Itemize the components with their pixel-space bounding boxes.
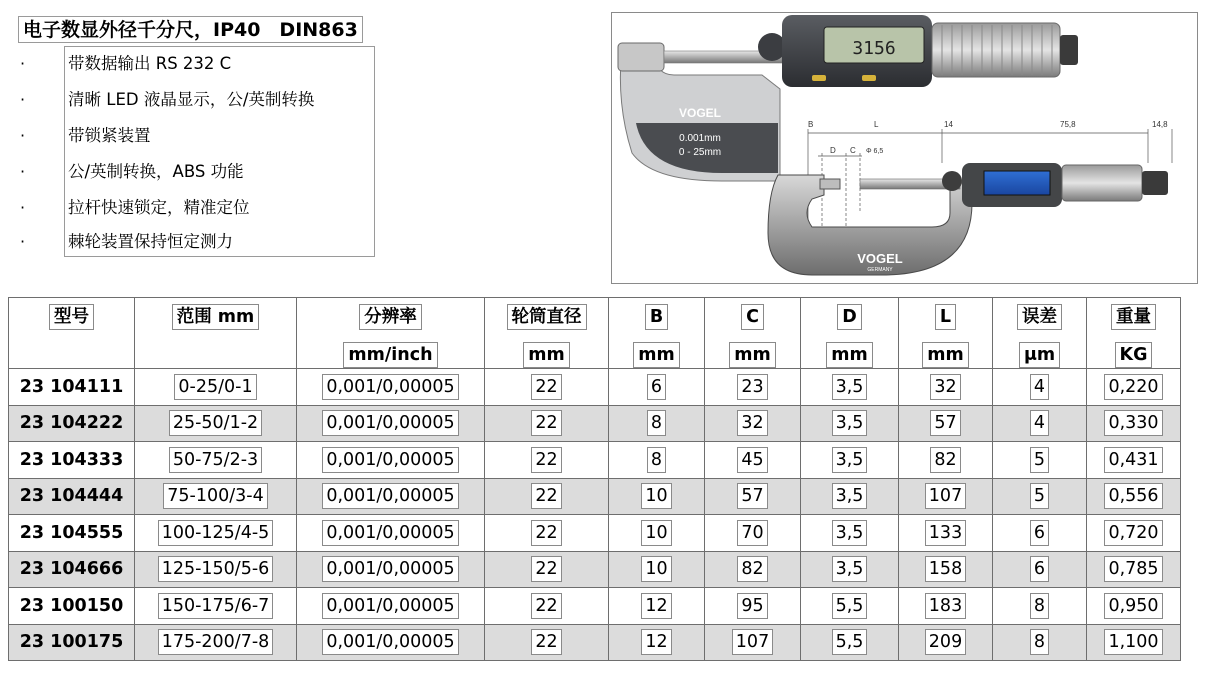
cell-error bbox=[993, 478, 1087, 515]
table-row bbox=[9, 369, 1181, 406]
cell-c bbox=[705, 515, 801, 552]
page-title: 电子数显外径千分尺，IP40 DIN863 bbox=[18, 16, 363, 43]
header-model: 型号 bbox=[9, 298, 135, 369]
product-figure bbox=[611, 12, 1198, 284]
cell-thimble-diameter-value: 22 bbox=[531, 483, 561, 509]
header-b: B mm bbox=[609, 298, 705, 369]
cell-d bbox=[801, 515, 899, 552]
cell-weight-value: 1,100 bbox=[1104, 629, 1162, 655]
bullet-icon: · bbox=[20, 90, 26, 109]
cell-range bbox=[135, 624, 297, 661]
cell-thimble-diameter bbox=[485, 515, 609, 552]
cell-d bbox=[801, 405, 899, 442]
cell-error bbox=[993, 588, 1087, 625]
cell-c-value: 23 bbox=[737, 374, 767, 400]
cell-resolution bbox=[297, 369, 485, 406]
cell-thimble-diameter bbox=[485, 624, 609, 661]
cell-thimble-diameter-value: 22 bbox=[531, 374, 561, 400]
cell-weight bbox=[1087, 405, 1181, 442]
cell-weight bbox=[1087, 515, 1181, 552]
cell-model-value: 23 104444 bbox=[19, 486, 124, 507]
table-row bbox=[9, 588, 1181, 625]
cell-resolution-value: 0,001/0,00005 bbox=[322, 374, 458, 400]
cell-range-value: 100-125/4-5 bbox=[158, 520, 274, 546]
header-range: 范围 mm bbox=[135, 298, 297, 369]
cell-l-value: 32 bbox=[930, 374, 960, 400]
cell-resolution bbox=[297, 551, 485, 588]
cell-error-value: 6 bbox=[1030, 520, 1049, 546]
header-thimble-diameter: 轮筒直径 mm bbox=[485, 298, 609, 369]
cell-d-value: 3,5 bbox=[832, 447, 868, 473]
cell-l-value: 133 bbox=[925, 520, 966, 546]
cell-error bbox=[993, 515, 1087, 552]
cell-c bbox=[705, 442, 801, 479]
feature-list-box bbox=[64, 46, 375, 257]
cell-c-value: 57 bbox=[737, 483, 767, 509]
cell-error bbox=[993, 551, 1087, 588]
cell-b-value: 12 bbox=[641, 629, 671, 655]
cell-weight-value: 0,785 bbox=[1104, 556, 1162, 582]
bullet-icon: · bbox=[20, 162, 26, 181]
cell-range bbox=[135, 588, 297, 625]
cell-model-value: 23 100175 bbox=[19, 632, 124, 653]
cell-d bbox=[801, 551, 899, 588]
drawing-brand-sub-label: GERMANY bbox=[867, 267, 893, 273]
cell-b bbox=[609, 369, 705, 406]
cell-range-value: 25-50/1-2 bbox=[169, 410, 262, 436]
cell-model-value: 23 100150 bbox=[19, 595, 124, 616]
cell-error bbox=[993, 405, 1087, 442]
cell-error-value: 6 bbox=[1030, 556, 1049, 582]
cell-resolution-value: 0,001/0,00005 bbox=[322, 556, 458, 582]
cell-range-value: 50-75/2-3 bbox=[169, 447, 262, 473]
table-row bbox=[9, 405, 1181, 442]
cell-model bbox=[9, 551, 135, 588]
cell-l bbox=[899, 478, 993, 515]
cell-model bbox=[9, 515, 135, 552]
cell-weight bbox=[1087, 624, 1181, 661]
cell-model-value: 23 104555 bbox=[19, 522, 124, 543]
cell-b-value: 8 bbox=[647, 410, 666, 436]
cell-weight-value: 0,556 bbox=[1104, 483, 1162, 509]
cell-resolution-value: 0,001/0,00005 bbox=[322, 410, 458, 436]
cell-b bbox=[609, 478, 705, 515]
cell-resolution bbox=[297, 624, 485, 661]
cell-model bbox=[9, 369, 135, 406]
cell-resolution bbox=[297, 588, 485, 625]
feature-item: 带数据输出 RS 232 C bbox=[68, 54, 232, 73]
cell-range bbox=[135, 551, 297, 588]
cell-error-value: 8 bbox=[1030, 629, 1049, 655]
dim-75-label: 75,8 bbox=[1060, 120, 1076, 129]
cell-c-value: 70 bbox=[737, 520, 767, 546]
lcd-reading: 3156 bbox=[852, 38, 896, 59]
cell-range bbox=[135, 442, 297, 479]
cell-thimble-diameter-value: 22 bbox=[531, 556, 561, 582]
cell-thimble-diameter-value: 22 bbox=[531, 520, 561, 546]
cell-model-value: 23 104111 bbox=[19, 376, 124, 397]
cell-error-value: 5 bbox=[1030, 483, 1049, 509]
cell-l bbox=[899, 442, 993, 479]
spec-table bbox=[8, 297, 1181, 661]
cell-c bbox=[705, 588, 801, 625]
cell-range-value: 75-100/3-4 bbox=[163, 483, 267, 509]
cell-d-value: 3,5 bbox=[832, 520, 868, 546]
cell-range-value: 0-25/0-1 bbox=[174, 374, 256, 400]
cell-d-value: 5,5 bbox=[832, 629, 868, 655]
cell-l bbox=[899, 515, 993, 552]
cell-d-value: 3,5 bbox=[832, 410, 868, 436]
feature-item: 棘轮装置保持恒定测力 bbox=[68, 232, 233, 251]
cell-thimble-diameter-value: 22 bbox=[531, 629, 561, 655]
cell-thimble-diameter bbox=[485, 588, 609, 625]
dimension-drawing bbox=[768, 120, 1172, 275]
cell-model bbox=[9, 405, 135, 442]
cell-resolution-value: 0,001/0,00005 bbox=[322, 629, 458, 655]
cell-b-value: 10 bbox=[641, 556, 671, 582]
cell-range-value: 150-175/6-7 bbox=[158, 593, 274, 619]
cell-resolution-value: 0,001/0,00005 bbox=[322, 447, 458, 473]
drawing-brand-label: VOGEL bbox=[857, 251, 903, 266]
cell-error-value: 4 bbox=[1030, 374, 1049, 400]
feature-item: 清晰 LED 液晶显示，公/英制转换 bbox=[68, 90, 315, 109]
cell-b bbox=[609, 515, 705, 552]
cell-d bbox=[801, 369, 899, 406]
cell-c bbox=[705, 624, 801, 661]
cell-weight bbox=[1087, 588, 1181, 625]
cell-c bbox=[705, 478, 801, 515]
cell-range-value: 125-150/5-6 bbox=[158, 556, 274, 582]
cell-thimble-diameter bbox=[485, 405, 609, 442]
table-row bbox=[9, 442, 1181, 479]
dim-c-label: C bbox=[850, 146, 856, 155]
cell-thimble-diameter bbox=[485, 442, 609, 479]
cell-model bbox=[9, 588, 135, 625]
cell-error bbox=[993, 369, 1087, 406]
cell-b bbox=[609, 624, 705, 661]
cell-c-value: 95 bbox=[737, 593, 767, 619]
table-row bbox=[9, 551, 1181, 588]
cell-thimble-diameter-value: 22 bbox=[531, 410, 561, 436]
cell-model-value: 23 104222 bbox=[19, 413, 124, 434]
frame-resolution-text: 0.001mm bbox=[679, 133, 721, 144]
cell-model bbox=[9, 478, 135, 515]
cell-c-value: 107 bbox=[732, 629, 773, 655]
cell-d bbox=[801, 624, 899, 661]
cell-weight bbox=[1087, 551, 1181, 588]
cell-d bbox=[801, 588, 899, 625]
cell-b bbox=[609, 551, 705, 588]
cell-l bbox=[899, 588, 993, 625]
header-c: C mm bbox=[705, 298, 801, 369]
cell-thimble-diameter bbox=[485, 551, 609, 588]
cell-c bbox=[705, 551, 801, 588]
dim-14-label: 14 bbox=[944, 120, 953, 129]
cell-b bbox=[609, 442, 705, 479]
feature-item: 公/英制转换，ABS 功能 bbox=[68, 162, 244, 181]
bullet-icon: · bbox=[20, 232, 26, 251]
cell-weight-value: 0,950 bbox=[1104, 593, 1162, 619]
header-l: L mm bbox=[899, 298, 993, 369]
cell-b-value: 10 bbox=[641, 520, 671, 546]
cell-thimble-diameter bbox=[485, 369, 609, 406]
cell-error bbox=[993, 624, 1087, 661]
cell-resolution bbox=[297, 478, 485, 515]
cell-weight-value: 0,220 bbox=[1104, 374, 1162, 400]
table-row bbox=[9, 478, 1181, 515]
cell-resolution bbox=[297, 442, 485, 479]
cell-b-value: 10 bbox=[641, 483, 671, 509]
cell-model bbox=[9, 624, 135, 661]
cell-d bbox=[801, 442, 899, 479]
cell-weight-value: 0,431 bbox=[1104, 447, 1162, 473]
cell-model-value: 23 104666 bbox=[19, 559, 124, 580]
cell-l-value: 57 bbox=[930, 410, 960, 436]
cell-error bbox=[993, 442, 1087, 479]
cell-model-value: 23 104333 bbox=[19, 449, 124, 470]
header-resolution: 分辨率 mm/inch bbox=[297, 298, 485, 369]
bullet-icon: · bbox=[20, 126, 26, 145]
cell-weight-value: 0,330 bbox=[1104, 410, 1162, 436]
cell-error-value: 5 bbox=[1030, 447, 1049, 473]
cell-b bbox=[609, 588, 705, 625]
cell-b-value: 6 bbox=[647, 374, 666, 400]
cell-weight bbox=[1087, 442, 1181, 479]
cell-resolution bbox=[297, 515, 485, 552]
cell-l bbox=[899, 405, 993, 442]
cell-range bbox=[135, 369, 297, 406]
dim-b-label: B bbox=[808, 120, 814, 129]
cell-c bbox=[705, 405, 801, 442]
cell-thimble-diameter-value: 22 bbox=[531, 593, 561, 619]
dim-phi-label: Φ 6,5 bbox=[866, 148, 884, 155]
cell-b-value: 12 bbox=[641, 593, 671, 619]
cell-l-value: 158 bbox=[925, 556, 966, 582]
cell-range-value: 175-200/7-8 bbox=[158, 629, 274, 655]
cell-weight bbox=[1087, 478, 1181, 515]
cell-resolution bbox=[297, 405, 485, 442]
table-header-row bbox=[9, 298, 1181, 369]
cell-l-value: 82 bbox=[930, 447, 960, 473]
cell-model bbox=[9, 442, 135, 479]
frame-range-text: 0 - 25mm bbox=[678, 147, 722, 158]
cell-l-value: 107 bbox=[925, 483, 966, 509]
cell-l bbox=[899, 551, 993, 588]
dim-l-label: L bbox=[874, 120, 879, 129]
cell-l bbox=[899, 624, 993, 661]
cell-weight bbox=[1087, 369, 1181, 406]
cell-d-value: 3,5 bbox=[832, 374, 868, 400]
cell-c-value: 32 bbox=[737, 410, 767, 436]
micrometer-illustration bbox=[612, 13, 1197, 283]
table-row bbox=[9, 624, 1181, 661]
header-error: 误差 μm bbox=[993, 298, 1087, 369]
cell-range bbox=[135, 515, 297, 552]
cell-l-value: 209 bbox=[925, 629, 966, 655]
cell-l-value: 183 bbox=[925, 593, 966, 619]
header-d: D mm bbox=[801, 298, 899, 369]
cell-d-value: 3,5 bbox=[832, 483, 868, 509]
cell-resolution-value: 0,001/0,00005 bbox=[322, 483, 458, 509]
cell-d bbox=[801, 478, 899, 515]
cell-c-value: 82 bbox=[737, 556, 767, 582]
feature-item: 拉杆快速锁定，精准定位 bbox=[68, 198, 250, 217]
cell-weight-value: 0,720 bbox=[1104, 520, 1162, 546]
cell-c bbox=[705, 369, 801, 406]
cell-error-value: 4 bbox=[1030, 410, 1049, 436]
dim-d-label: D bbox=[830, 146, 836, 155]
table-body bbox=[9, 369, 1181, 661]
brand-label: VOGEL bbox=[678, 106, 722, 120]
header-weight: 重量 KG bbox=[1087, 298, 1181, 369]
cell-d-value: 5,5 bbox=[832, 593, 868, 619]
cell-thimble-diameter-value: 22 bbox=[531, 447, 561, 473]
feature-item: 带锁紧装置 bbox=[68, 126, 151, 145]
cell-c-value: 45 bbox=[737, 447, 767, 473]
cell-thimble-diameter bbox=[485, 478, 609, 515]
cell-range bbox=[135, 478, 297, 515]
cell-b-value: 8 bbox=[647, 447, 666, 473]
cell-resolution-value: 0,001/0,00005 bbox=[322, 520, 458, 546]
cell-l bbox=[899, 369, 993, 406]
bullet-icon: · bbox=[20, 54, 26, 73]
cell-error-value: 8 bbox=[1030, 593, 1049, 619]
bullet-icon: · bbox=[20, 198, 26, 217]
dim-14-8-label: 14,8 bbox=[1152, 120, 1168, 129]
cell-range bbox=[135, 405, 297, 442]
cell-d-value: 3,5 bbox=[832, 556, 868, 582]
table-row bbox=[9, 515, 1181, 552]
cell-resolution-value: 0,001/0,00005 bbox=[322, 593, 458, 619]
cell-b bbox=[609, 405, 705, 442]
